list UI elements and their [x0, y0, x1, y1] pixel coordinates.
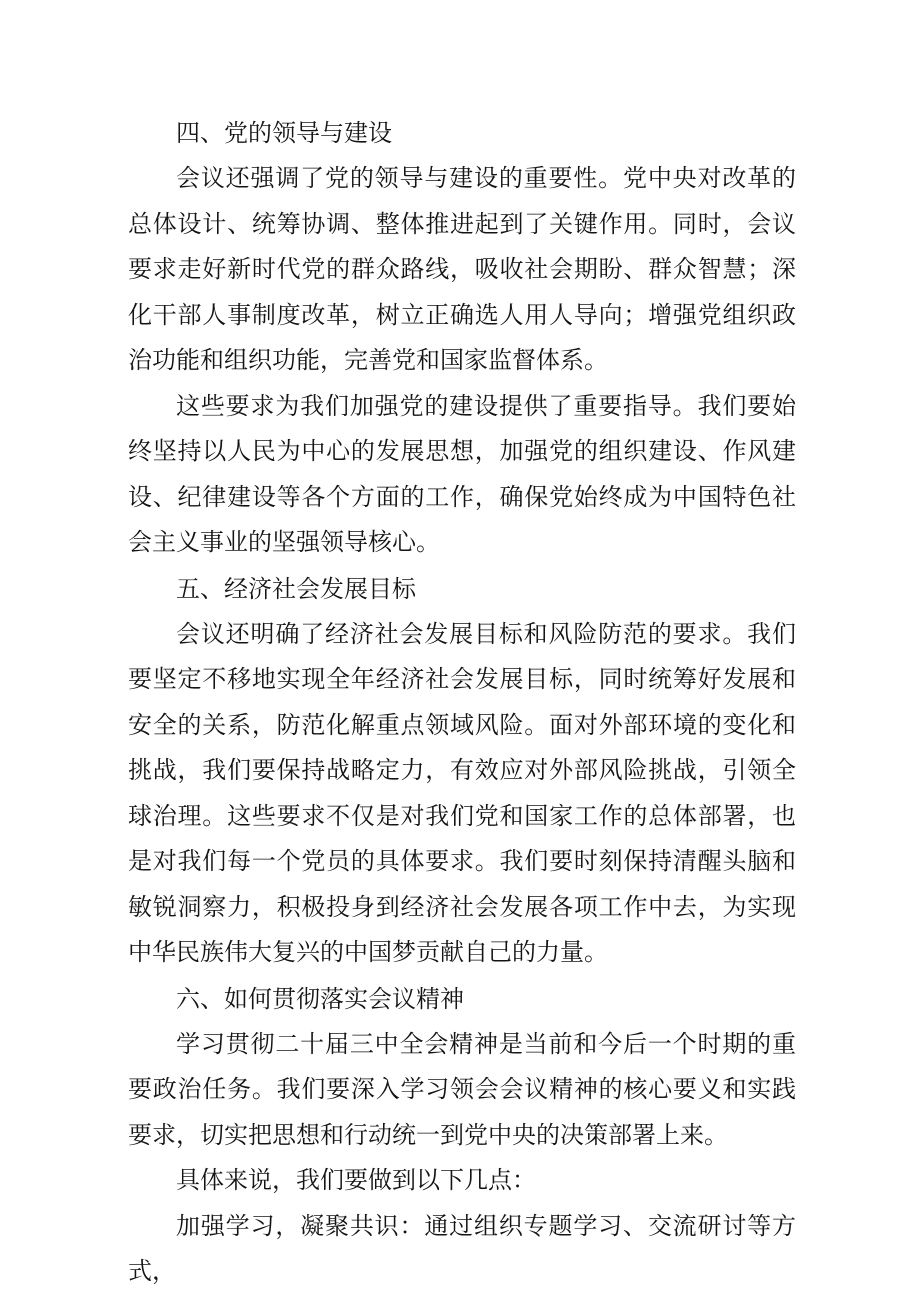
paragraph: 加强学习，凝聚共识：通过组织专题学习、交流研讨等方式，: [128, 1211, 796, 1285]
section-heading-5: 五、经济社会发展目标: [176, 574, 416, 603]
paragraph: 这些要求为我们加强党的建设提供了重要指导。我们要始终坚持以人民为中心的发展思想，加强党的组织建设、作风建设、纪律建设等各个方面的工作，确保党始终成为中国特色社会主义事业的坚强领导核心。: [128, 391, 796, 556]
document-body: [128, 110, 796, 1295]
section-heading-6: 六、如何贯彻落实会议精神: [176, 984, 464, 1013]
section-heading-4: 四、党的领导与建设: [176, 119, 392, 147]
paragraph: 具体来说，我们要做到以下几点：: [176, 1166, 536, 1194]
paragraph: 学习贯彻二十届三中全会精神是当前和今后一个时期的重要政治任务。我们要深入学习领会会议精神的核心要义和实践要求，切实把思想和行动统一到党中央的决策部署上来。: [128, 1029, 796, 1149]
paragraph: 会议还明确了经济社会发展目标和风险防范的要求。我们要坚定不移地实现全年经济社会发展目标，同时统筹好发展和安全的关系，防范化解重点领域风险。面对外部环境的变化和挑战，我们要保持战略定力，有效应对外部风险挑战，引领全球治理。这些要求不仅是对我们党和国家工作的总体部署，也是对我们每一个党员的具体要求。我们要时刻保持清醒头脑和敏锐洞察力，积极投身到经济社会发展各项工作中去，为实现中华民族伟大复兴的中国梦贡献自己的力量。: [128, 619, 796, 966]
paragraph: 会议还强调了党的领导与建设的重要性。党中央对改革的总体设计、统筹协调、整体推进起到了关键作用。同时，会议要求走好新时代党的群众路线，吸收社会期盼、群众智慧；深化干部人事制度改革，树立正确选人用人导向；增强党组织政治功能和组织功能，完善党和国家监督体系。: [128, 164, 796, 374]
